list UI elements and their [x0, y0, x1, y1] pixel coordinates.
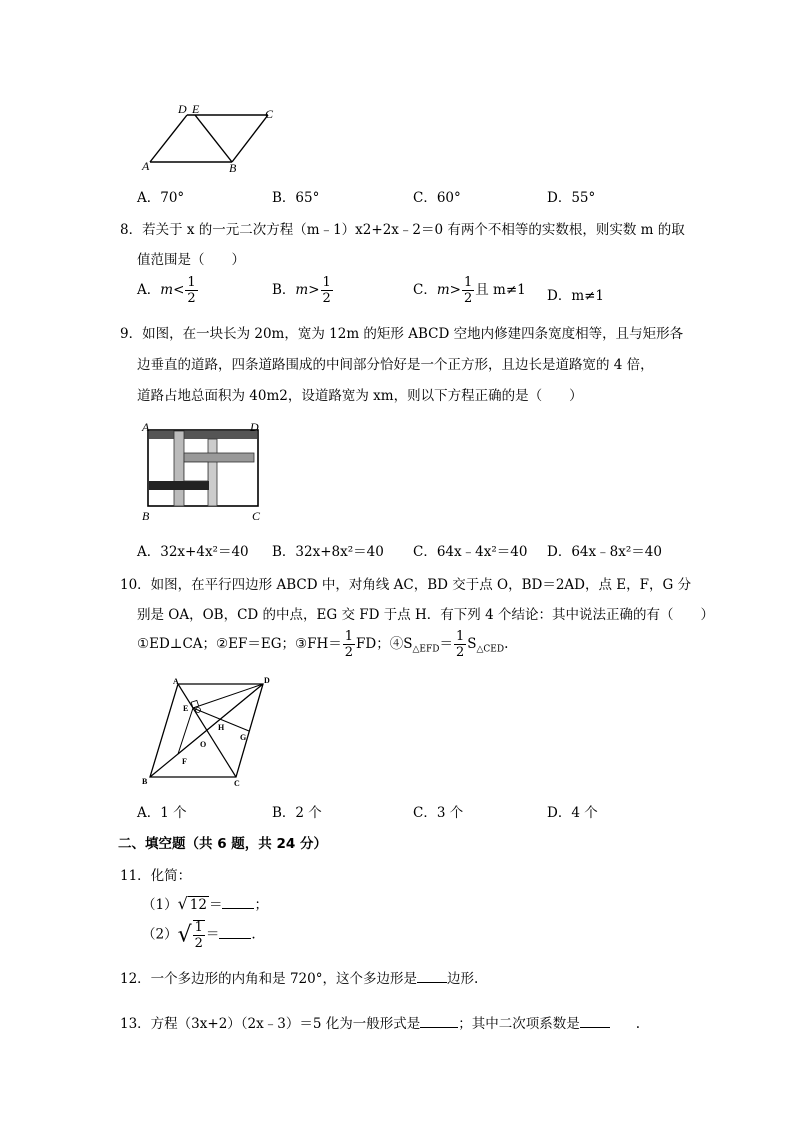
q10-option-d[interactable]: D．4 个: [547, 805, 598, 821]
q9-option-d[interactable]: D．64x﹣8x²＝40: [547, 544, 662, 560]
q11-part2-end: .: [251, 926, 256, 943]
q12-text-b: 边形.: [447, 971, 479, 987]
q10-equals: ＝: [439, 636, 453, 652]
q7-option-b[interactable]: B．65°: [272, 190, 320, 206]
q9-label-a: A: [142, 420, 150, 434]
q7-label-c: C: [265, 107, 274, 121]
q8-option-a[interactable]: [137, 276, 199, 305]
q8-option-a-rel: <: [173, 282, 185, 298]
q11-part2: [142, 920, 256, 950]
q13-blank-2[interactable]: [580, 1015, 610, 1028]
q10-conclusion-text-3: S: [467, 636, 477, 652]
q8-option-b[interactable]: [272, 276, 334, 305]
sqrt-sign-icon: √: [177, 922, 192, 948]
q8-stem-line2: 值范围是（ ）: [137, 252, 245, 268]
q10-label-g: G: [240, 733, 247, 742]
q7-label-b: B: [229, 161, 237, 175]
q8-option-a-var: m: [160, 282, 174, 298]
q13-blank-1[interactable]: [420, 1015, 458, 1028]
q10-stem-line1: 10．如图，在平行四边形 ABCD 中，对角线 AC，BD 交于点 O，BD＝2AD，点 E，F，G 分: [120, 577, 692, 593]
q7-label-a: A: [142, 159, 150, 173]
q10-conclusion-text-2: FD；④S: [356, 636, 413, 652]
q10-conclusions: [137, 630, 508, 659]
q12-text-a: 12．一个多边形的内角和是 720°，这个多边形是: [120, 971, 417, 987]
q10-label-b: B: [142, 777, 148, 786]
q8-option-c-rel: >: [449, 282, 461, 298]
q9-rectangle-roads-figure: [140, 416, 270, 524]
q7-parallelogram-figure: [140, 100, 280, 176]
q10-sub-efd: △EFD: [412, 644, 440, 655]
q7-label-d: D: [178, 102, 187, 116]
q8-option-c-suffix: 且 m≠1: [475, 282, 526, 298]
q8-option-a-fraction: $\frac{1}{2}$: [187, 275, 196, 306]
q9-stem-line3: 道路占地总面积为 40m2，设道路宽为 xm，则以下方程正确的是（ ）: [137, 388, 583, 404]
q10-label-a: A: [173, 677, 179, 686]
q7-option-d[interactable]: D．55°: [547, 190, 596, 206]
q8-option-a-prefix: A．: [137, 282, 161, 298]
q13-stem: [120, 1012, 640, 1032]
q8-option-c-prefix: C．: [413, 282, 437, 298]
q10-frac-1: $\frac{1}{2}$: [344, 629, 354, 660]
q8-option-c-fraction: $\frac{1}{2}$: [463, 275, 473, 306]
q10-label-c: C: [234, 779, 240, 788]
q9-option-b[interactable]: B．32x+8x²＝40: [272, 544, 384, 560]
q11-part1: [142, 893, 268, 913]
q10-sub-ced: △CED: [476, 644, 505, 655]
q10-end: .: [504, 636, 509, 652]
q11-part2-fraction: $\frac{1}{2}$: [194, 920, 203, 951]
q9-label-b: B: [142, 509, 150, 523]
q8-option-c-var: m: [436, 282, 450, 298]
q10-label-h: H: [218, 723, 225, 732]
q9-stem-line1: 9．如图，在一块长为 20m，宽为 12m 的矩形 ABCD 空地内修建四条宽度相等，且与矩形各: [120, 326, 684, 342]
q7-option-a[interactable]: A．70°: [137, 190, 185, 206]
q9-option-a[interactable]: A．32x+4x²＝40: [137, 544, 249, 560]
q10-option-a[interactable]: A．1 个: [137, 805, 187, 821]
q10-option-c[interactable]: C．3 个: [413, 805, 464, 821]
q13-text-a: 13．方程（3x+2）（2x﹣3）＝5 化为一般形式是: [120, 1016, 421, 1032]
q11-part1-end: ；: [254, 897, 268, 913]
q11-part2-equals: ＝: [205, 926, 220, 943]
q10-label-f: F: [182, 757, 187, 766]
q9-label-d: D: [250, 420, 259, 434]
q12-blank[interactable]: [417, 970, 447, 983]
q10-option-b[interactable]: B．2 个: [272, 805, 322, 821]
q9-option-c[interactable]: C．64x﹣4x²＝40: [413, 544, 528, 560]
q11-part2-blank[interactable]: [219, 926, 251, 939]
q8-option-b-var: m: [295, 282, 309, 298]
q8-option-b-rel: >: [308, 282, 320, 298]
q11-part1-blank[interactable]: [222, 896, 254, 909]
q8-option-b-prefix: B．: [272, 282, 296, 298]
q10-conclusion-text-1: ①ED⊥CA；②EF＝EG；③FH＝: [137, 636, 342, 652]
q8-option-c[interactable]: [413, 276, 526, 305]
q11-part1-label: （1）: [142, 897, 178, 913]
q10-label-e: E: [183, 704, 189, 713]
q11-part1-equals: ＝: [208, 897, 223, 913]
q10-label-d: D: [264, 676, 270, 685]
q10-parallelogram-figure: [138, 674, 278, 788]
q11-title: 11．化简：: [120, 868, 192, 884]
q11-part2-label: （2）: [142, 926, 178, 943]
q12-stem: [120, 967, 478, 987]
q13-text-c: .: [635, 1016, 640, 1032]
section-2-title: 二、填空题（共 6 题，共 24 分）: [118, 836, 327, 852]
q7-option-c[interactable]: C．60°: [413, 190, 461, 206]
q9-label-c: C: [252, 509, 261, 523]
q8-stem-line1: 8．若关于 x 的一元二次方程（m﹣1）x2+2x﹣2＝0 有两个不相等的实数根，则实数 m 的取: [120, 222, 685, 238]
q10-label-o: O: [200, 740, 207, 749]
q7-label-e: E: [192, 102, 200, 116]
q9-stem-line2: 边垂直的道路，四条道路围成的中间部分恰好是一个正方形，且边长是道路宽的 4 倍，: [137, 357, 654, 373]
q8-option-b-fraction: $\frac{1}{2}$: [322, 275, 331, 306]
q11-part1-radicand: 12: [189, 897, 207, 913]
q10-frac-2: $\frac{1}{2}$: [455, 629, 465, 660]
q10-stem-line2: 别是 OA，OB，CD 的中点，EG 交 FD 于点 H．有下列 4 个结论：其中说法正确的有（ ）: [137, 607, 714, 623]
q13-text-b: ；其中二次项系数是: [458, 1016, 580, 1032]
sqrt-sign-icon: √: [177, 894, 188, 913]
q8-option-d[interactable]: D．m≠1: [547, 288, 605, 304]
